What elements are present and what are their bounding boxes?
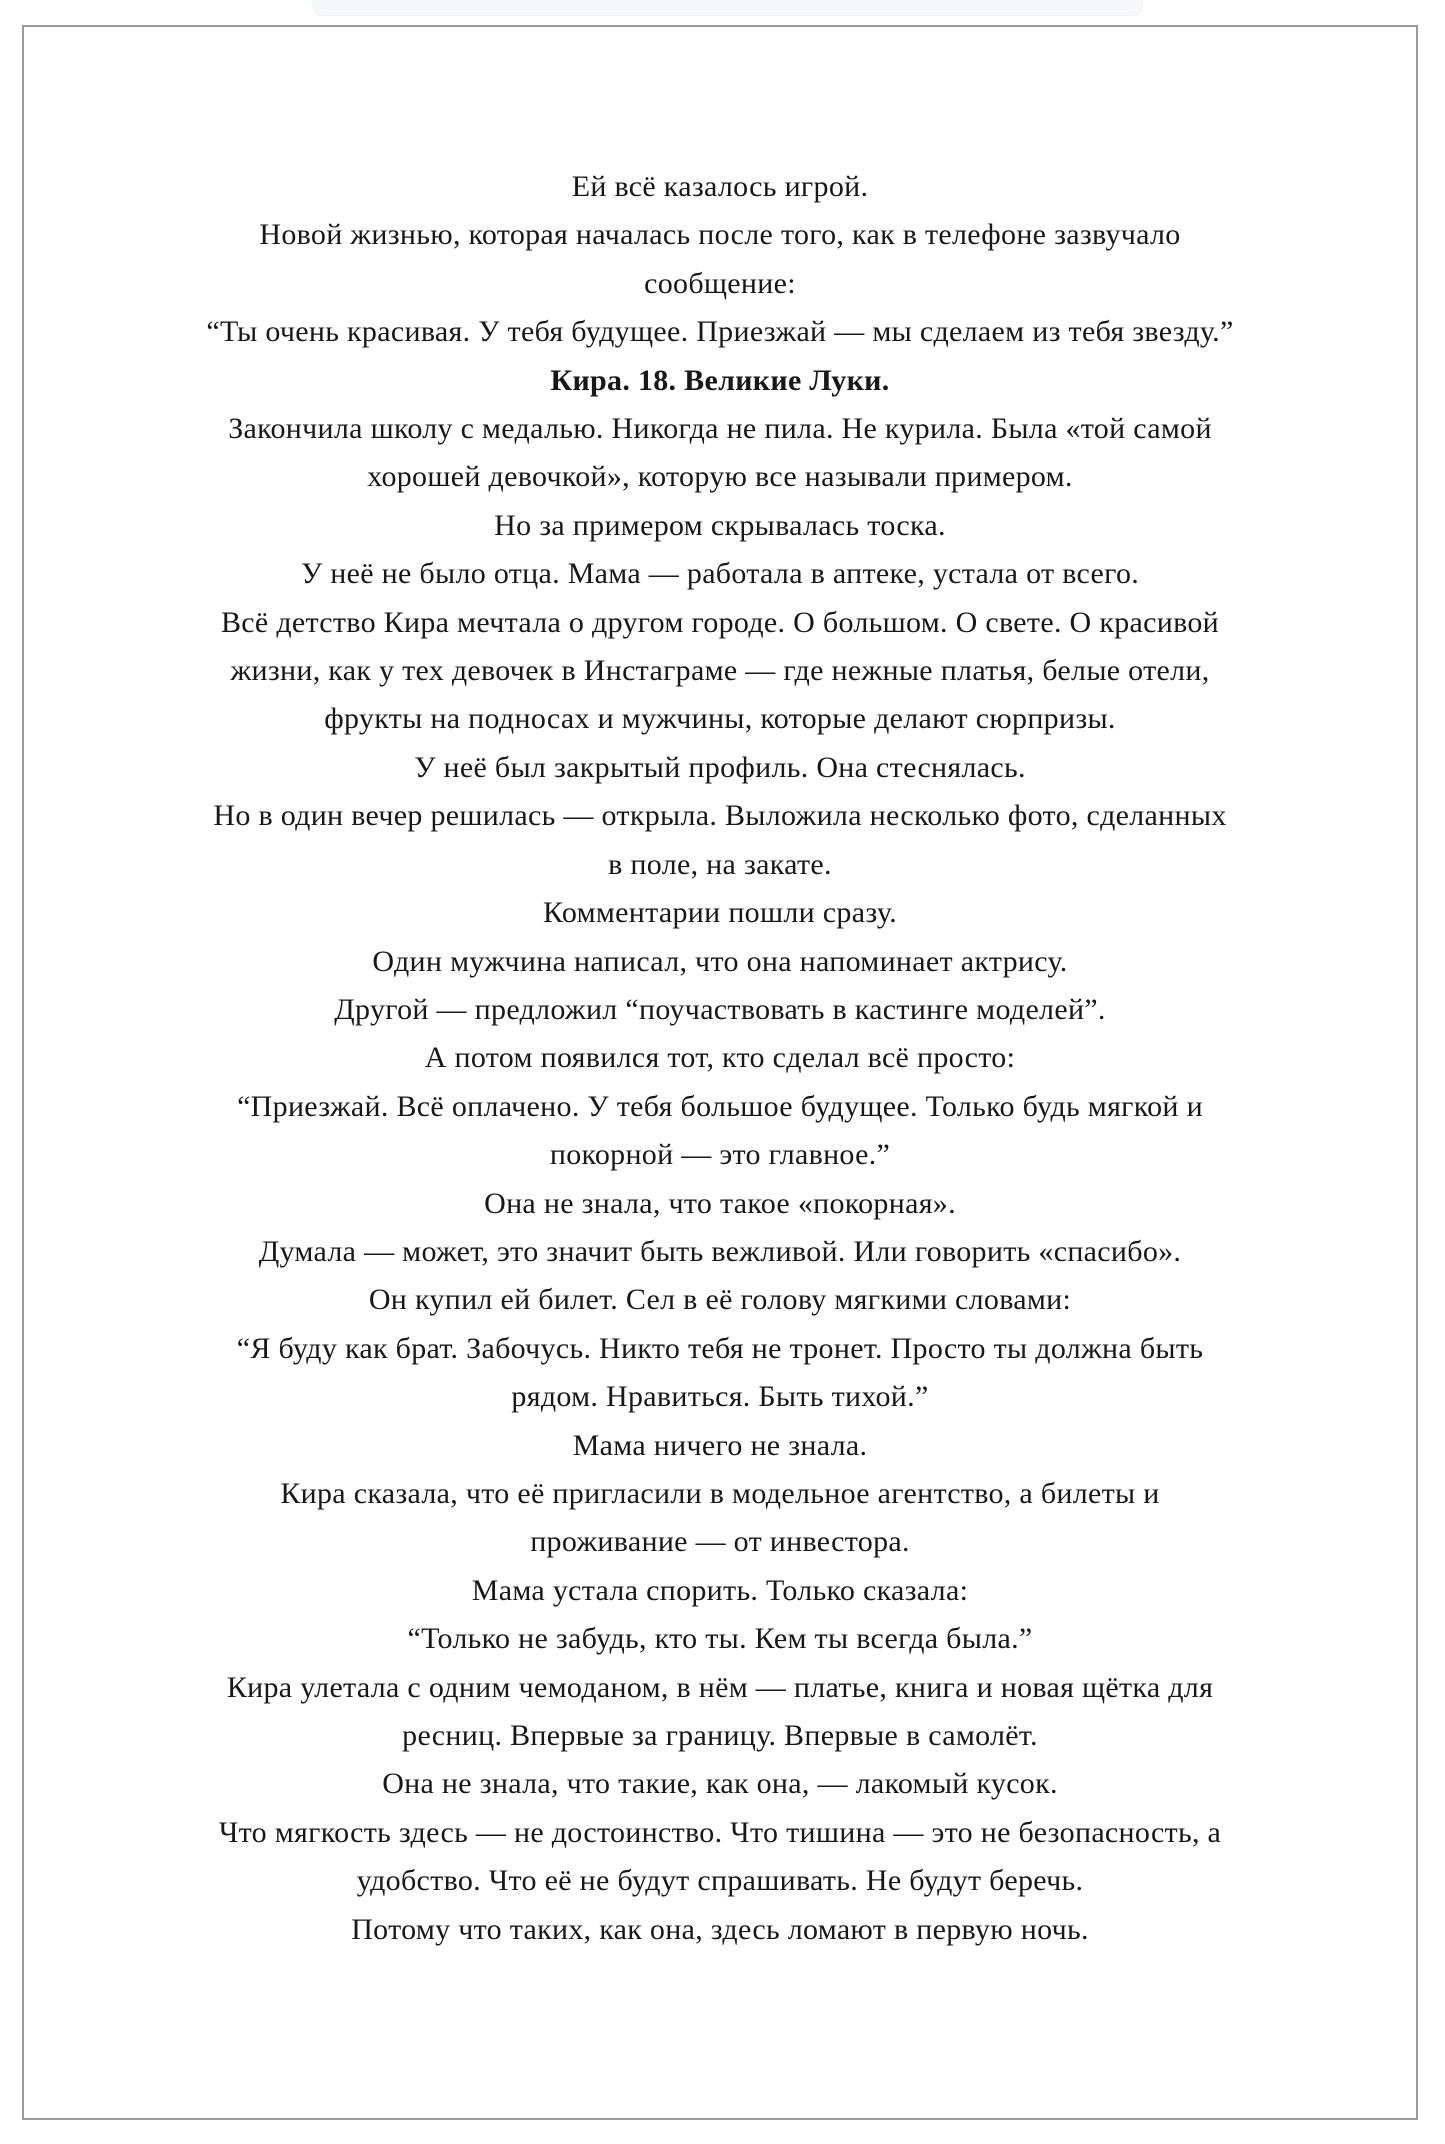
page-text — [84, 163, 1356, 1954]
text-line: Другой — предложил “поучаствовать в кастинге моделей”. — [334, 992, 1106, 1026]
text-line: фрукты на подносах и мужчины, которые делают сюрпризы. — [324, 702, 1116, 736]
text-line: проживание — от инвестора. — [530, 1525, 910, 1559]
text-line: У неё был закрытый профиль. Она стеснялась. — [414, 750, 1026, 784]
text-line: хорошей девочкой», которую все называли примером. — [367, 460, 1073, 494]
text-line: Кира сказала, что её пригласили в модельное агентство, а билеты и — [280, 1476, 1160, 1510]
text-line: удобство. Что её не будут спрашивать. Не будут беречь. — [356, 1864, 1084, 1898]
text-line: Но в один вечер решилась — открыла. Выложила несколько фото, сделанных — [213, 799, 1227, 833]
text-line: Кира улетала с одним чемоданом, в нём — платье, книга и новая щётка для — [226, 1670, 1214, 1704]
text-line: Один мужчина написал, что она напоминает актрису. — [372, 944, 1068, 978]
text-line: Потому что таких, как она, здесь ломают в первую ночь. — [351, 1912, 1089, 1946]
text-line: “Ты очень красивая. У тебя будущее. Приезжай — мы сделаем из тебя звезду.” — [206, 315, 1234, 349]
text-line: У неё не было отца. Мама — работала в аптеке, устала от всего. — [300, 557, 1140, 591]
text-line: Мама ничего не знала. — [572, 1428, 868, 1462]
text-line: Новой жизнью, которая началась после того, как в телефоне зазвучало — [259, 218, 1181, 252]
text-line: Она не знала, что такое «покорная». — [484, 1186, 956, 1220]
text-line: Что мягкость здесь — не достоинство. Что тишина — это не безопасность, а — [218, 1815, 1222, 1849]
text-line: Он купил ей билет. Сел в её голову мягкими словами: — [368, 1283, 1072, 1317]
text-line: сообщение: — [644, 266, 796, 300]
text-line: Комментарии пошли сразу. — [543, 896, 897, 930]
text-line: “Только не забудь, кто ты. Кем ты всегда была.” — [407, 1622, 1033, 1656]
text-line: Ей всё казалось игрой. — [571, 170, 869, 203]
text-line: Закончила школу с медалью. Никогда не пила. Не курила. Была «той самой — [228, 412, 1212, 446]
text-line: Но за примером скрывалась тоска. — [494, 508, 946, 542]
document-page — [22, 25, 1418, 2120]
text-line: в поле, на закате. — [608, 847, 832, 881]
toolbar-remnant — [312, 0, 1143, 16]
text-line: покорной — это главное.” — [549, 1138, 891, 1172]
text-line: Мама устала спорить. Только сказала: — [471, 1573, 969, 1607]
text-line: А потом появился тот, кто сделал всё просто: — [424, 1041, 1016, 1075]
text-line: ресниц. Впервые за границу. Впервые в самолёт. — [402, 1719, 1038, 1752]
text-line: жизни, как у тех девочек в Инстаграме — где нежные платья, белые отели, — [230, 654, 1210, 688]
text-line: “Приезжай. Всё оплачено. У тебя большое будущее. Только будь мягкой и — [237, 1089, 1203, 1123]
text-line: “Я буду как брат. Забочусь. Никто тебя не тронет. Просто ты должна быть — [236, 1331, 1204, 1365]
text-line: Думала — может, это значит быть вежливой. Или говорить «спасибо». — [258, 1234, 1182, 1268]
text-line: Она не знала, что такие, как она, — лакомый кусок. — [382, 1767, 1058, 1801]
text-line: Всё детство Кира мечтала о другом городе. О большом. О свете. О красивой — [220, 605, 1219, 639]
text-line: рядом. Нравиться. Быть тихой.” — [511, 1380, 929, 1414]
heading-line: Кира. 18. Великие Луки. — [550, 363, 890, 397]
